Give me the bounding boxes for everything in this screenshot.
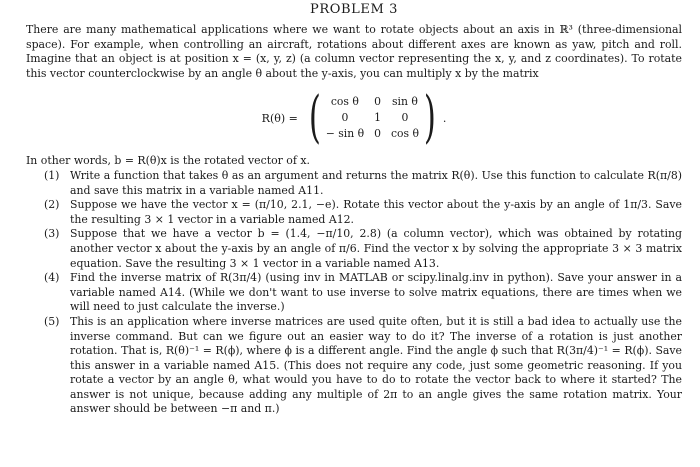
- matrix-cell: 0: [374, 127, 381, 141]
- matrix-grid: [326, 95, 419, 141]
- task-number: (3): [44, 227, 60, 241]
- task-text: Find the inverse matrix of R(3π/4) (using inv in MATLAB or scipy.linalg.inv in python). Save your answer in a variable named A14. (While we don't want to use inverse to solve matrix equations, there are times when we will need to just calculate the inverse.): [70, 271, 682, 314]
- matrix-cell: cos θ: [390, 127, 419, 141]
- task-text: Suppose we have the vector x = (π/10, 2.1, −e). Rotate this vector about the y-axis by an angle of 1π/3. Save the resulting 3 × 1 vector in a variable named A12.: [70, 198, 682, 226]
- rotation-matrix-equation: [26, 84, 682, 152]
- task-number: (2): [44, 198, 60, 212]
- task-item: [44, 315, 682, 417]
- task-number: (1): [44, 168, 60, 182]
- matrix-lhs: R(θ) =: [261, 111, 298, 125]
- task-item: [44, 169, 682, 198]
- problem-title: PROBLEM 3: [310, 2, 398, 17]
- matrix-cell: 0: [401, 111, 409, 125]
- task-text: Suppose that we have a vector b = (1.4, −π/10, 2.8) (a column vector), which was obtained by rotating another vector x about the y-axis by an angle of π/6. Find the vector x by solving the appropriate 3 × 3 matrix equation. Save the resulting 3 × 1 vector in a variable named A13.: [70, 227, 682, 270]
- task-text: Write a function that takes θ as an argument and returns the matrix R(θ). Use this function to calculate R(π/8) and save this matrix in a variable named A11.: [70, 168, 682, 197]
- matrix-cell: cos θ: [330, 95, 359, 109]
- matrix-cell: 0: [341, 111, 349, 125]
- matrix-period: .: [442, 111, 447, 125]
- task-number: (4): [44, 271, 60, 285]
- task-text: This is an application where inverse matrices are used quite often, but it is still a bad idea to actually use the inverse command. But can we figure out an easier way to do it? The inverse of a rotation is just another rotation. That is, R(θ)⁻¹ = R(ϕ), where ϕ is a different angle. Find the angle ϕ such that R(3π/4)⁻¹ = R(ϕ). Save this answer in a variable named A15. (This does not require any code, just some geometric reasoning. If you rotate a vector by an angle θ, what would you have to do to rotate the vector back to where it started? The answer is not unique, because adding any multiple of 2π to an angle gives the same rotation matrix. Your answer should be between −π and π.): [70, 314, 682, 416]
- problem-page: [0, 2, 700, 467]
- right-paren: ): [423, 85, 436, 151]
- in-other-words-line: In other words, b = R(θ)x is the rotated vector of x.: [26, 154, 310, 168]
- matrix-cell: 0: [374, 95, 381, 109]
- task-list: [44, 169, 682, 417]
- matrix-cell: sin θ: [392, 95, 418, 109]
- task-number: (5): [44, 314, 60, 328]
- matrix-cell: 1: [374, 111, 381, 125]
- intro-paragraph: There are many mathematical applications where we want to rotate objects about an axis in ℝ³ (three-dimensional space). For example, when controlling an aircraft, rotations about different axes are known as yaw, pitch and roll. Imagine that an object is at position x = (x, y, z) (a column vector representing the x, y, and z coordinates). To rotate this vector counterclockwise by an angle θ about the y-axis, you can multiply x by the matrix: [26, 23, 682, 80]
- matrix-cell: − sin θ: [325, 127, 365, 141]
- task-item: [44, 227, 682, 271]
- left-paren: (: [308, 85, 321, 151]
- task-item: [44, 271, 682, 315]
- task-item: [44, 198, 682, 227]
